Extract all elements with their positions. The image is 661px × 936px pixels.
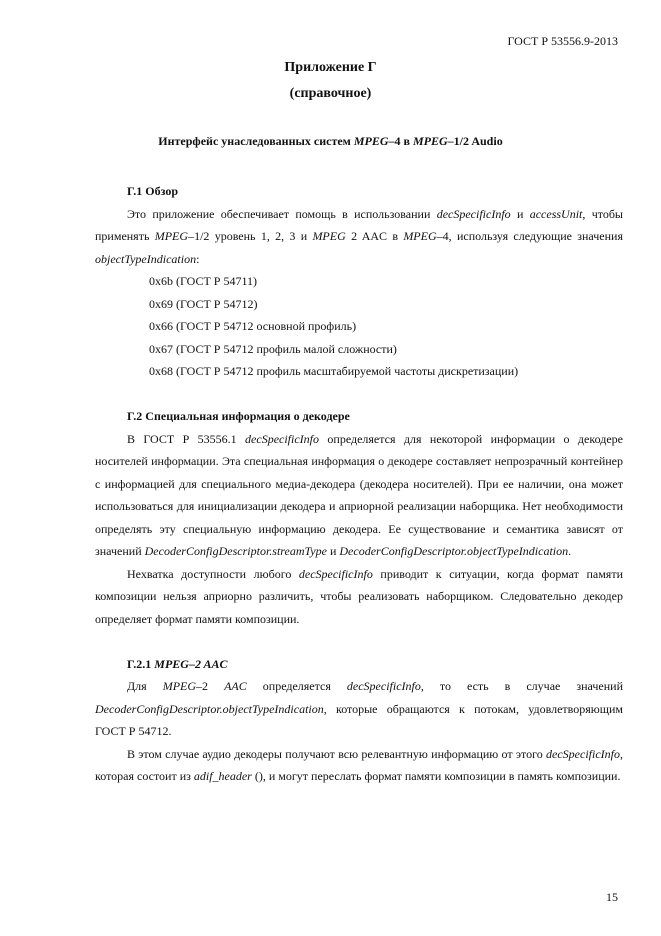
text-run: Нехватка доступности любого xyxy=(127,566,299,581)
heading-term: –2 AAC xyxy=(188,656,228,671)
text-run: приводит к ситуации, когда формат памяти композиции нельзя априорно различить, чтобы реализовать наборщиком. Следовательно декодер определяет формат памяти композиции. xyxy=(95,566,623,626)
text-run: : xyxy=(196,251,200,266)
term: decSpecificInfo xyxy=(346,679,421,693)
spacer xyxy=(95,383,623,406)
term: objectTypeIndication xyxy=(95,251,197,266)
object-type-list xyxy=(95,270,623,383)
type-desc: (ГОСТ Р 54712) xyxy=(173,296,258,311)
type-desc: (ГОСТ Р 54712 основной профиль) xyxy=(173,319,357,333)
term: MPEG xyxy=(403,229,437,243)
type-code: 0x68 xyxy=(149,364,173,378)
document-body xyxy=(95,180,623,788)
paragraph xyxy=(95,428,623,563)
term: MPEG xyxy=(312,229,346,243)
type-code: 0x6b xyxy=(149,274,173,288)
text-run: и xyxy=(510,206,530,221)
text-run: Это приложение обеспечивает помощь в использовании xyxy=(127,206,437,221)
term: decSpecificInfo xyxy=(546,746,620,761)
type-desc: (ГОСТ Р 54711) xyxy=(173,274,258,288)
text-run: –2 xyxy=(196,679,225,693)
appendix-title: Приложение Г xyxy=(284,60,377,75)
text-run: определяется xyxy=(246,679,347,693)
text-run: , которые обращаются к потокам, удовлетворяющим ГОСТ Р 54712. xyxy=(95,701,623,738)
document-title xyxy=(0,134,661,149)
section-heading-g1: Г.1 Обзор xyxy=(127,184,179,198)
title-part: –1/2 Audio xyxy=(447,134,503,148)
type-code: 0x67 xyxy=(149,341,173,356)
term: decSpecificInfo xyxy=(245,431,320,446)
text-run: , то есть в случае значений xyxy=(420,679,624,693)
spacer xyxy=(95,630,623,653)
text-run: –4, используя следующие значения xyxy=(436,229,623,243)
title-mpeg: MPEG xyxy=(413,134,448,148)
type-code: 0x66 xyxy=(149,319,173,333)
paragraph xyxy=(95,563,623,631)
term: adif_header xyxy=(193,769,252,783)
title-part: Интерфейс унаследованных систем xyxy=(158,134,354,148)
text-run: , которая состоит из xyxy=(95,746,623,783)
text-run: Для xyxy=(127,679,163,693)
type-desc: (ГОСТ Р 54712 профиль малой сложности) xyxy=(173,341,397,356)
list-item xyxy=(95,293,623,316)
text-run: 2 AAC в xyxy=(345,229,404,243)
text-run: , чтобы применять xyxy=(95,206,623,243)
list-item xyxy=(95,315,623,338)
list-item xyxy=(95,360,623,383)
paragraph xyxy=(95,675,623,743)
section-heading-g21 xyxy=(95,653,623,676)
list-item xyxy=(95,338,623,361)
term: DecoderConfigDescriptor.streamType xyxy=(144,544,327,558)
type-code: 0x69 xyxy=(149,296,173,311)
heading-term: MPEG xyxy=(154,656,189,671)
term: accessUnit xyxy=(529,206,583,221)
text-run: определяется для некоторой информации о декодере носителей информации. Эта специальная информация о декодере составляет непрозрачный контейнер с информацией для специального медиа-декодера (декодера носителей). При ее наличии, она может использоваться для инициализации декодера и априорной реализации наборщика. Нет необходимости определять эту специальную информацию декодера. Ее существование и семантика зависят от значений xyxy=(95,431,623,558)
heading-number: Г.2.1 xyxy=(127,656,155,671)
standard-designation: ГОСТ Р 53556.9-2013 xyxy=(507,34,618,48)
term: DecoderConfigDescriptor.objectTypeIndication xyxy=(95,701,324,716)
page-number: 15 xyxy=(606,890,618,904)
text-run: (), и могут переслать формат памяти композиции в память композиции. xyxy=(251,769,621,783)
term: decSpecificInfo xyxy=(436,206,511,221)
list-item xyxy=(95,270,623,293)
paragraph xyxy=(95,743,623,788)
title-part: –4 в xyxy=(388,134,413,148)
paragraph xyxy=(95,203,623,271)
term: AAC xyxy=(224,679,247,693)
appendix-subtitle: (справочное) xyxy=(289,86,372,101)
text-run: В ГОСТ Р 53556.1 xyxy=(127,431,246,446)
term: decSpecificInfo xyxy=(298,566,373,581)
term: MPEG xyxy=(154,229,189,243)
term: DecoderConfigDescriptor.objectTypeIndication xyxy=(339,544,569,558)
text-run: –1/2 уровень 1, 2, 3 и xyxy=(188,229,313,243)
text-run: и xyxy=(326,544,340,558)
text-run: В этом случае аудио декодеры получают всю релевантную информацию от этого xyxy=(127,746,547,761)
section-heading-g2: Г.2 Специальная информация о декодере xyxy=(127,409,350,423)
term: MPEG xyxy=(162,679,197,693)
text-run: . xyxy=(568,544,572,558)
title-mpeg: MPEG xyxy=(353,134,389,148)
type-desc: (ГОСТ Р 54712 профиль масштабируемой частоты дискретизации) xyxy=(173,364,519,378)
